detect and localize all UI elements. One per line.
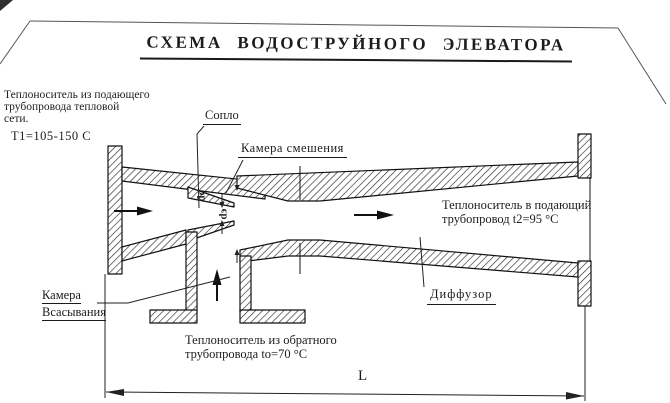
diagram-title: СХЕМА ВОДОСТРУЙНОГО ЭЛЕВАТОРА (140, 32, 572, 62)
suction-right-wall (240, 256, 251, 312)
suction-label-line1: Камера (42, 288, 81, 302)
suction-chamber-leader (97, 277, 230, 303)
suction-right-foot (240, 310, 305, 323)
suction-left-foot (150, 310, 197, 323)
right-flange-bottom (578, 261, 591, 306)
diffuser-label: Диффузор (427, 287, 496, 305)
suction-label-line2: Всасывания (42, 305, 106, 319)
return-pipe-note (185, 333, 337, 361)
supply-note-line3: сети. (4, 113, 29, 125)
right-flange-top (578, 134, 591, 178)
outlet-note-line2: трубопровод t2=95 °С (442, 212, 559, 226)
chamber-diffuser-bottom-wall (240, 240, 578, 277)
supply-bottom-wall (122, 230, 186, 261)
supply-note-line1: Теплоноситель из подающего (4, 89, 150, 101)
suction-left-wall (186, 232, 197, 312)
nozzle-diameter-label: dc (195, 190, 208, 202)
elevator-diameter-label: dэ (217, 208, 230, 220)
pipe-cross-section (108, 134, 591, 323)
outlet-note-line1: Теплоноситель в подающий (442, 198, 592, 212)
mixing-chamber-label: Камера смешения (238, 141, 347, 158)
supply-note-line2: трубопровода тепловой (4, 101, 120, 113)
nozzle-label: Сопло (203, 108, 241, 125)
chamber-diffuser-top-wall (237, 162, 578, 201)
supply-pipe-note (4, 89, 150, 142)
supply-temperature: Т1=105-150 С (11, 129, 92, 143)
length-dimension-label: L (358, 368, 369, 384)
length-dimension (105, 274, 585, 401)
suction-chamber-label (42, 287, 106, 321)
scan-corner-mark (0, 0, 13, 11)
outlet-flow-arrow (354, 211, 394, 220)
suction-flow-arrow (213, 269, 222, 301)
dimension-line (106, 392, 584, 396)
outlet-pipe-note (442, 198, 591, 226)
return-note-line1: Теплоноситель из обратного (185, 333, 337, 347)
return-note-line2: трубопровода to=70 °С (185, 347, 308, 361)
